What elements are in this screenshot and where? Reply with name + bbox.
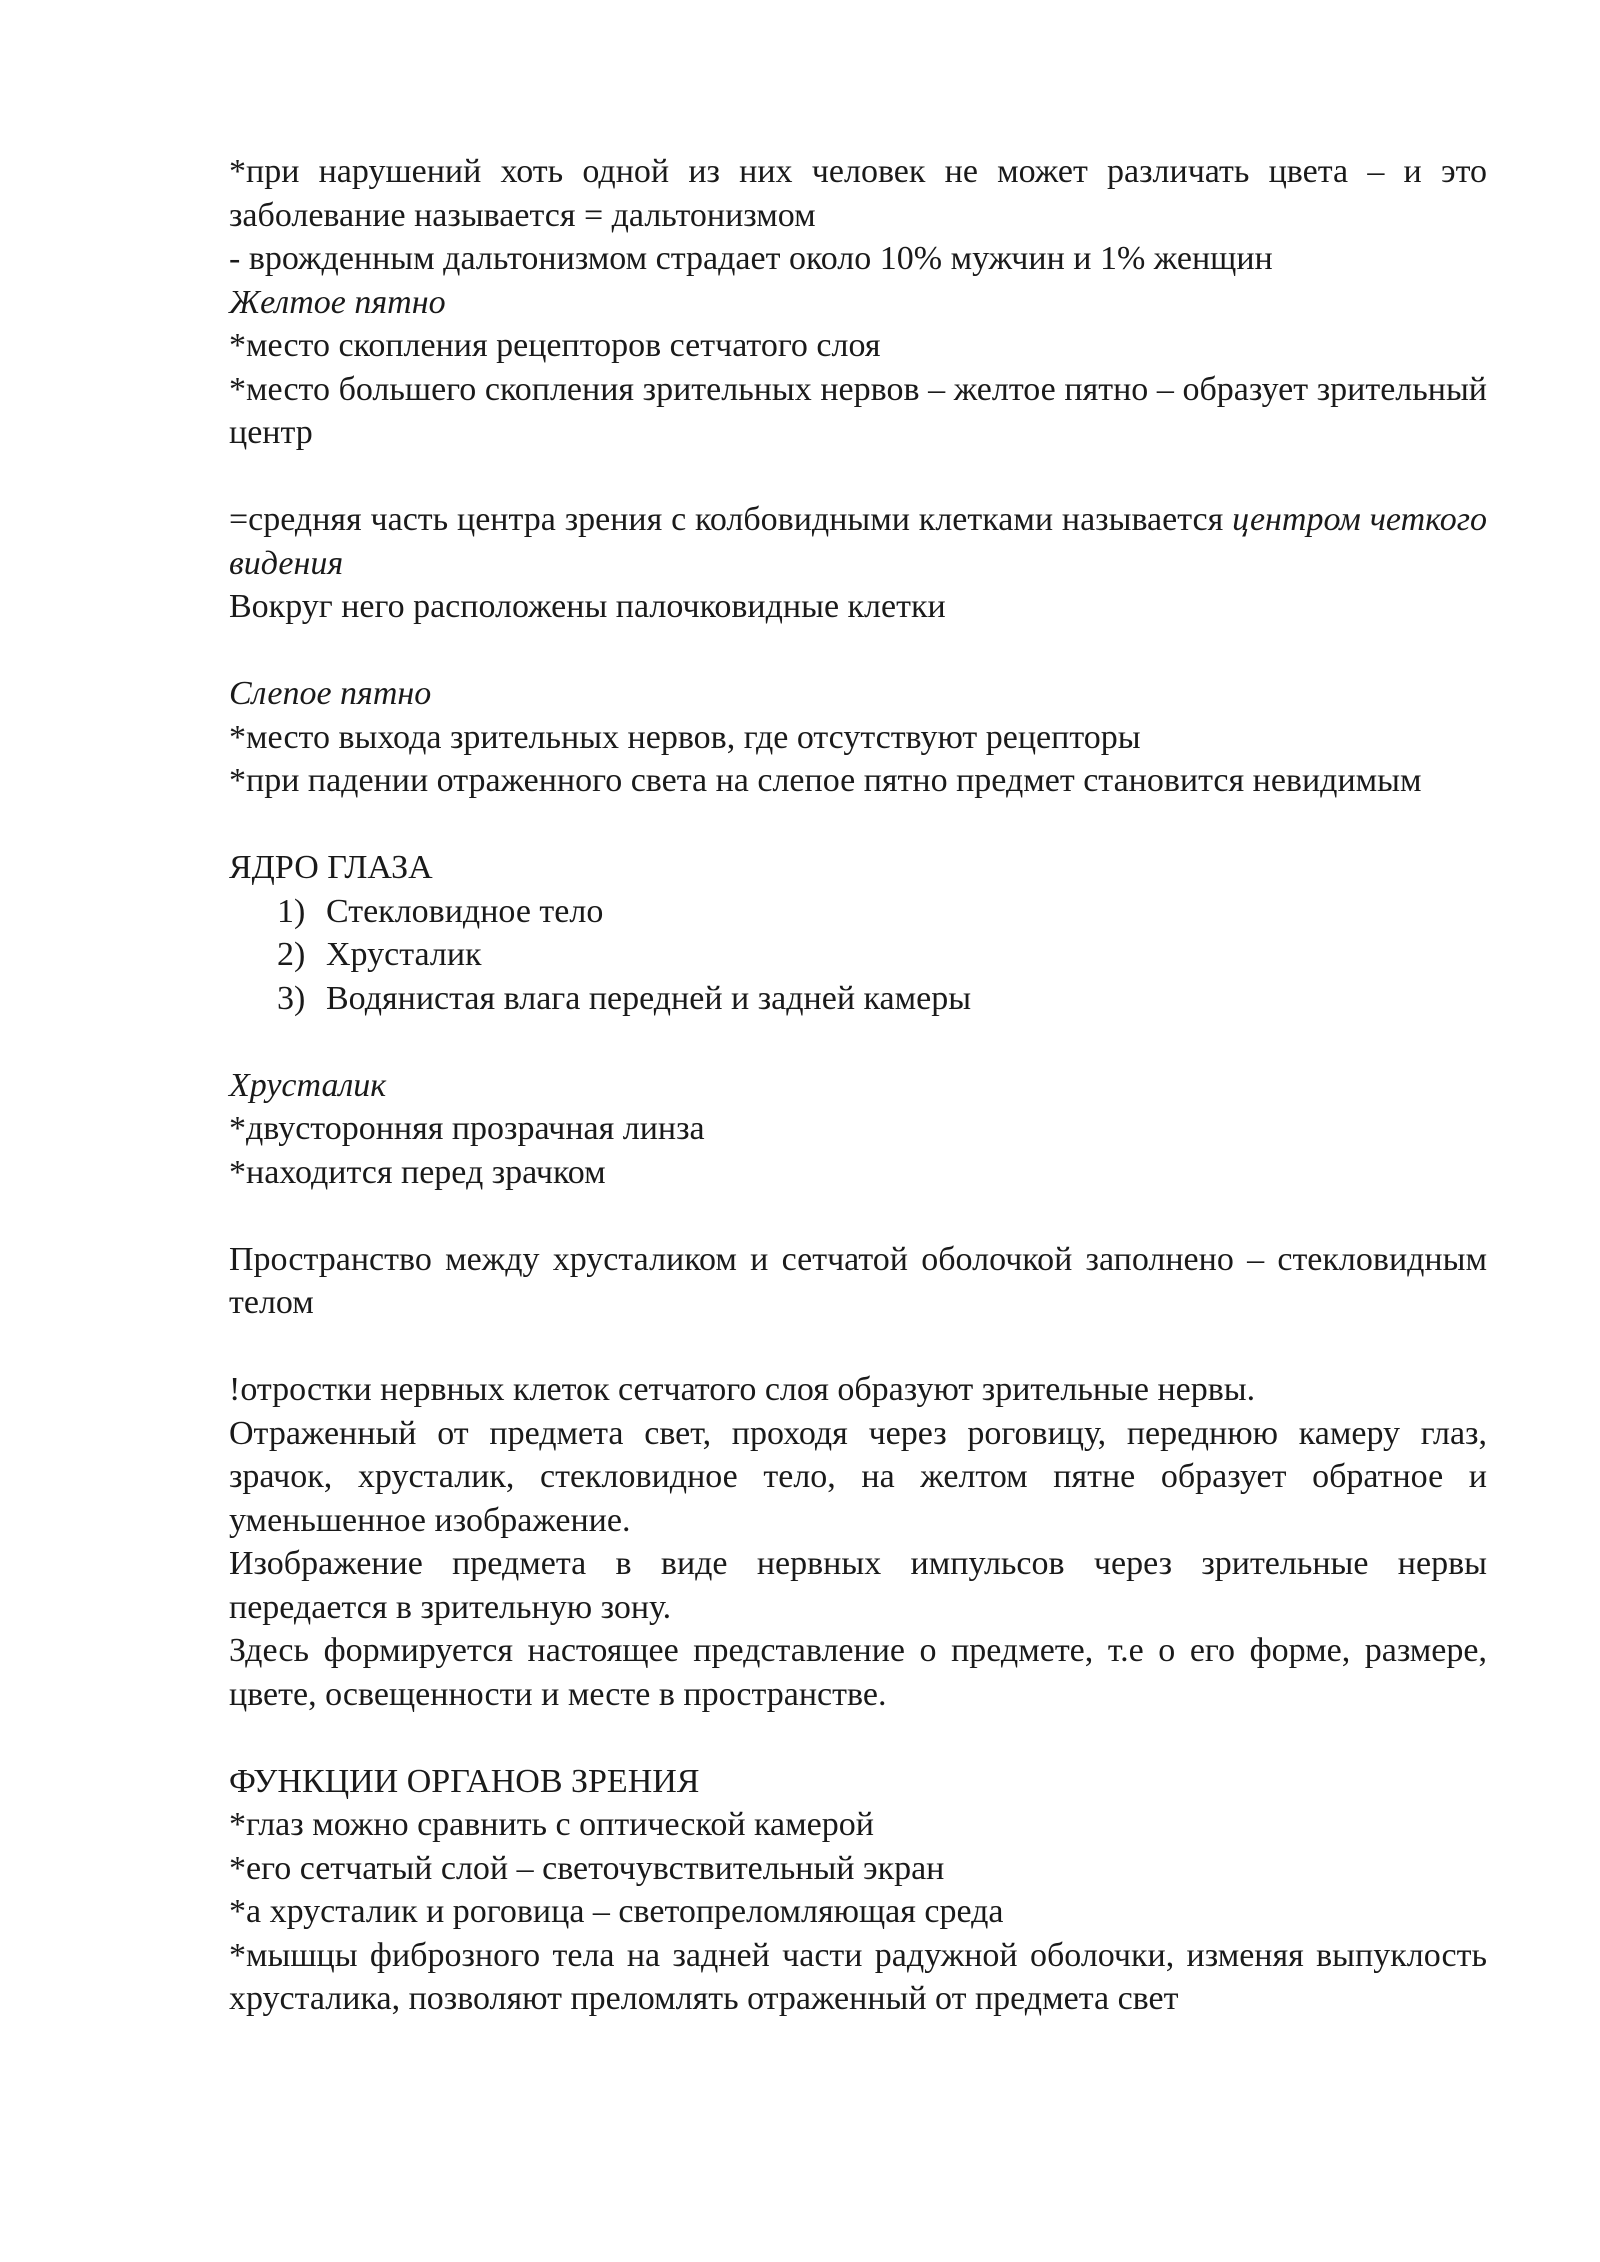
subheading-blind-spot: Слепое пятно	[229, 675, 432, 712]
blank-line	[229, 1020, 1487, 1064]
list-item	[229, 890, 1487, 934]
blank-line	[229, 455, 1487, 499]
paragraph: *при нарушений хоть одной из них человек не может различать цвета – и это заболевание называется = дальтонизмом	[229, 153, 1487, 234]
subheading-macula: Желтое пятно	[229, 283, 446, 321]
paragraph	[229, 498, 1487, 585]
paragraph: Изображение предмета в виде нервных импульсов через зрительные нервы передается в зрительную зону.	[229, 1545, 1487, 1626]
blank-line	[229, 629, 1487, 673]
paragraph: *место скопления рецепторов сетчатого слоя	[229, 327, 881, 364]
paragraph: *при падении отраженного света на слепое пятно предмет становится невидимым	[229, 762, 1422, 799]
blank-line	[229, 1194, 1487, 1238]
paragraph: *находится перед зрачком	[229, 1153, 606, 1191]
section-heading-core: ЯДРО ГЛАЗА	[229, 849, 433, 886]
list-text: Хрусталик	[326, 936, 482, 973]
paragraph: *место выхода зрительных нервов, где отсутствуют рецепторы	[229, 718, 1141, 756]
paragraph: *а хрусталик и роговица – светопреломляющая среда	[229, 1893, 1004, 1930]
list-item	[229, 933, 1487, 977]
paragraph: - врожденным дальтонизмом страдает около 10% мужчин и 1% женщин	[229, 240, 1273, 277]
paragraph: *глаз можно сравнить с оптической камерой	[229, 1806, 874, 1843]
paragraph: !отростки нервных клеток сетчатого слоя образуют зрительные нервы.	[229, 1371, 1256, 1408]
list-number: 1)	[277, 892, 306, 930]
blank-line	[229, 803, 1487, 847]
paragraph: Отраженный от предмета свет, проходя через роговицу, переднюю камеру глаз, зрачок, хрусталик, стекловидное тело, на желтом пятне образует обратное и уменьшенное изображение.	[229, 1414, 1487, 1539]
paragraph-text: =средняя часть центра зрения с колбовидными клетками называется	[229, 501, 1233, 538]
blank-line	[229, 1325, 1487, 1369]
paragraph: Вокруг него расположены палочковидные клетки	[229, 588, 946, 625]
section-heading-functions: ФУНКЦИИ ОРГАНОВ ЗРЕНИЯ	[229, 1762, 700, 1800]
document-page	[229, 150, 1487, 2021]
paragraph: *его сетчатый слой – светочувствительный экран	[229, 1849, 945, 1887]
list-text: Водянистая влага передней и задней камеры	[326, 979, 972, 1017]
paragraph: Пространство между хрусталиком и сетчатой оболочкой заполнено – стекловидным телом	[229, 1240, 1487, 1321]
paragraph: *двусторонняя прозрачная линза	[229, 1110, 705, 1147]
paragraph: *место большего скопления зрительных нервов – желтое пятно – образует зрительный центр	[229, 370, 1487, 451]
blank-line	[229, 1716, 1487, 1760]
paragraph: *мышцы фиброзного тела на задней части радужной оболочки, изменяя выпуклость хрусталика, позволяют преломлять отраженный от предмета свет	[229, 1936, 1487, 2017]
list-item	[229, 977, 1487, 1021]
paragraph: Здесь формируется настоящее представление о предмете, т.е о его форме, размере, цвете, освещенности и месте в пространстве.	[229, 1632, 1487, 1713]
emphasis-term: центром четкого видения	[229, 501, 1487, 582]
list-text: Стекловидное тело	[326, 892, 604, 930]
list-number: 2)	[277, 936, 306, 973]
subheading-lens: Хрусталик	[229, 1066, 387, 1104]
core-list	[229, 890, 1487, 1021]
list-number: 3)	[277, 979, 306, 1017]
